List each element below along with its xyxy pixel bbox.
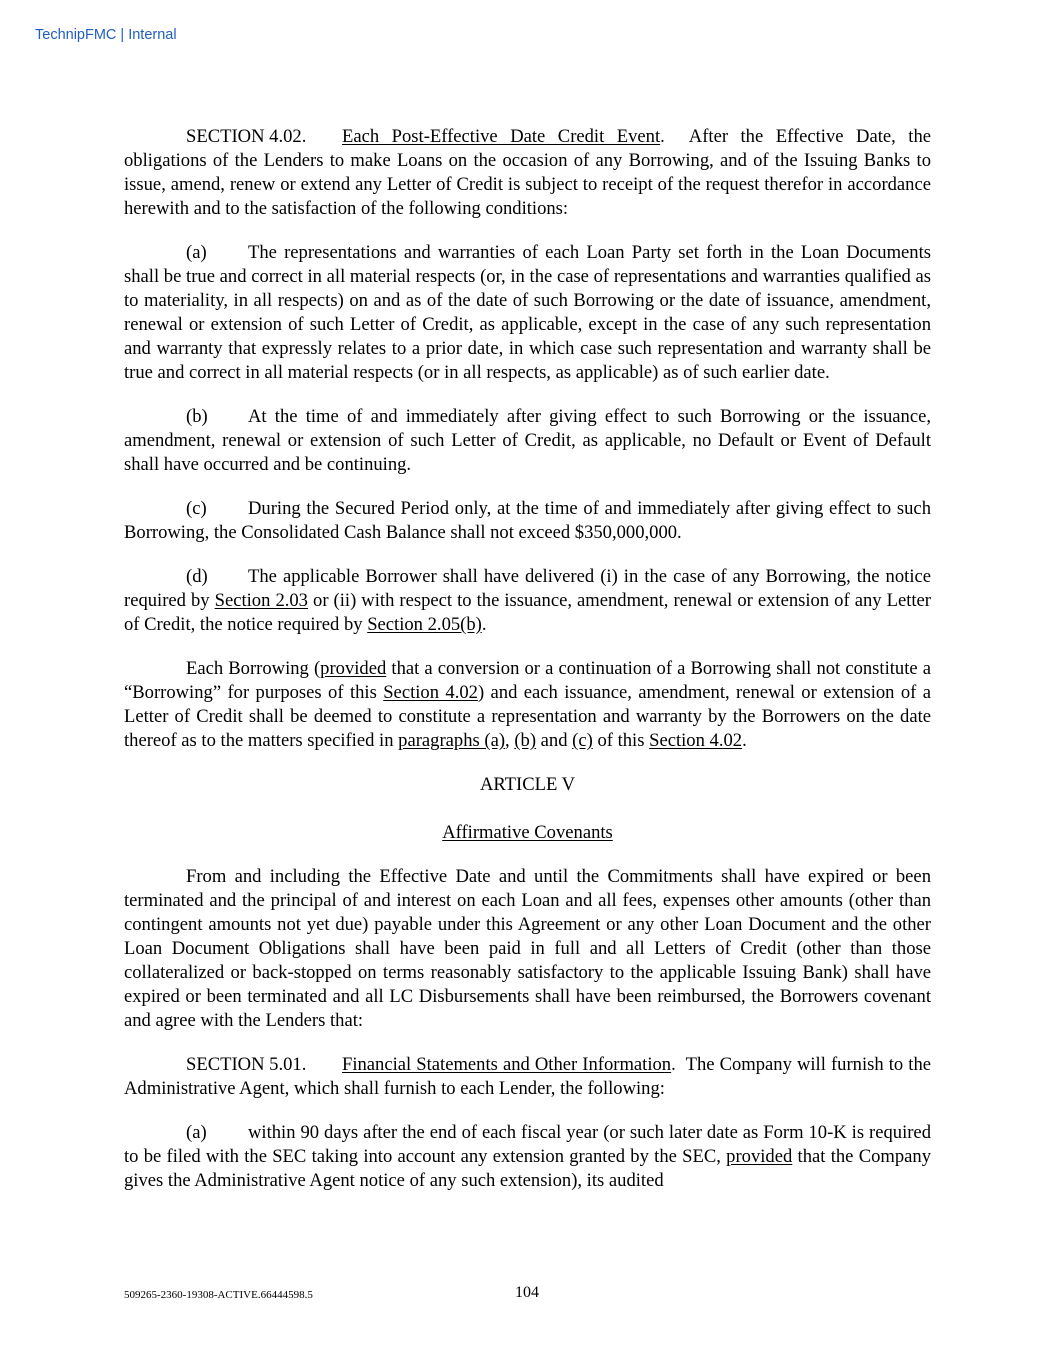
section-number: SECTION 5.01. [186, 1054, 307, 1075]
section-2-03-reference: Section 2.03 [214, 590, 308, 611]
provided-term: provided [726, 1146, 793, 1167]
provided-term: provided [320, 658, 387, 679]
section-5-01-paragraph: SECTION 5.01. Financial Statements and Other Information. The Company will furnish to the Administrative Agent, which shall furnish to each Lender, the following: [124, 1054, 931, 1099]
paragraph-b-reference: (b) [514, 730, 537, 751]
paragraph-c-reference: (c) [572, 730, 593, 751]
section-body: After the Effective Date, the obligations of the Lenders to make Loans on the occasion of any Borrowing, and of the Issuing Banks to issue, amend, renew or extend any Letter of Credit is subject to receipt of the request therefor in accordance herewith and to the satisfaction of the following conditions: [124, 126, 931, 219]
article-title: Affirmative Covenants [442, 822, 613, 843]
article-intro-paragraph: From and including the Effective Date and until the Commitments shall have expired or been terminated and the principal of and interest on each Loan and all fees, expenses other amounts (other than contingent amounts not yet due) payable under this Agreement or any other Loan Document and the other Loan Document Obligations shall have been paid in full and all Letters of Credit (other than those collateralized or back-stopped on terms reasonably satisfactory to the applicable Issuing Bank) shall have expired or been terminated and all LC Disbursements shall have been reimbursed, the Borrowers covenant and agree with the Lenders that: [124, 866, 931, 1031]
condition-label: (b) [186, 406, 208, 427]
condition-text: The representations and warranties of each Loan Party set forth in the Loan Documents shall be true and correct in all material respects (or, in the case of representations and warranties qualified as to materiality, in all respects) on and as of the date of such Borrowing or the date of issuance, amendment, renewal or extension of such Letter of Credit, as applicable, except in the case of any such representation and warranty that expressly relates to a prior date, in which case such representation and warranty shall be true and correct in all material respects (or in all respects, as applicable) as of such earlier date. [124, 242, 931, 383]
section-number: SECTION 4.02. [186, 126, 307, 147]
condition-d: (d) The applicable Borrower shall have delivered (i) in the case of any Borrowing, the notice required by Section 2.03 or (ii) with respect to the issuance, amendment, renewal or extension of any Letter of Credit, the notice required by Section 2.05(b). [124, 566, 931, 635]
condition-c [124, 497, 931, 545]
page-number: 104 [515, 1284, 539, 1301]
section-5-01-clause-a: (a) within 90 days after the end of each fiscal year (or such later date as Form 10-K is required to be filed with the SEC taking into account any extension granted by the SEC, provided that the Company gives the Administrative Agent notice of any such extension), its audited [124, 1122, 931, 1191]
section-title: Financial Statements and Other Information [342, 1054, 672, 1075]
section-2-05b-reference: Section 2.05(b) [367, 614, 482, 635]
document-id: 509265-2360-19308-ACTIVE.66444598.5 [124, 1289, 313, 1301]
condition-label: (c) [186, 498, 207, 519]
condition-text: During the Secured Period only, at the time of and immediately after giving effect to such Borrowing, the Consolidated Cash Balance shall not exceed $350,000,000. [124, 498, 931, 543]
condition-label: (a) [186, 1122, 207, 1143]
section-4-02-reference: Section 4.02 [383, 682, 478, 703]
paragraph-a-reference: paragraphs (a) [398, 730, 506, 751]
condition-text: At the time of and immediately after giving effect to such Borrowing or the issuance, amendment, renewal or extension of such Letter of Credit, as applicable, no Default or Event of Default shall have occurred and be continuing. [124, 406, 931, 475]
classification-label: TechnipFMC | Internal [35, 27, 177, 43]
section-body: The Company will furnish to the Administrative Agent, which shall furnish to each Lender, the following: [124, 1054, 931, 1099]
document-body [124, 125, 931, 1213]
condition-label: (d) [186, 566, 208, 587]
article-number: ARTICLE V [479, 774, 576, 795]
section-title: Each Post-Effective Date Credit Event [342, 126, 661, 147]
section-4-02-paragraph: SECTION 4.02. Each Post-Effective Date Credit Event. After the Effective Date, the obligations of the Lenders to make Loans on the occasion of any Borrowing, and of the Issuing Banks to issue, amend, renew or extend any Letter of Credit is subject to receipt of the request therefor in accordance herewith and to the satisfaction of the following conditions: [124, 126, 931, 219]
each-borrowing-paragraph: Each Borrowing (provided that a conversion or a continuation of a Borrowing shall not constitute a “Borrowing” for purposes of this Section 4.02) and each issuance, amendment, renewal or extension of a Letter of Credit shall be deemed to constitute a representation and warranty by the Borrowers on the date thereof as to the matters specified in paragraphs (a), (b) and (c) of this Section 4.02. [124, 658, 932, 751]
section-4-02-reference: Section 4.02 [649, 730, 743, 751]
condition-b [124, 405, 931, 477]
condition-a [124, 241, 931, 385]
condition-label: (a) [186, 242, 207, 263]
